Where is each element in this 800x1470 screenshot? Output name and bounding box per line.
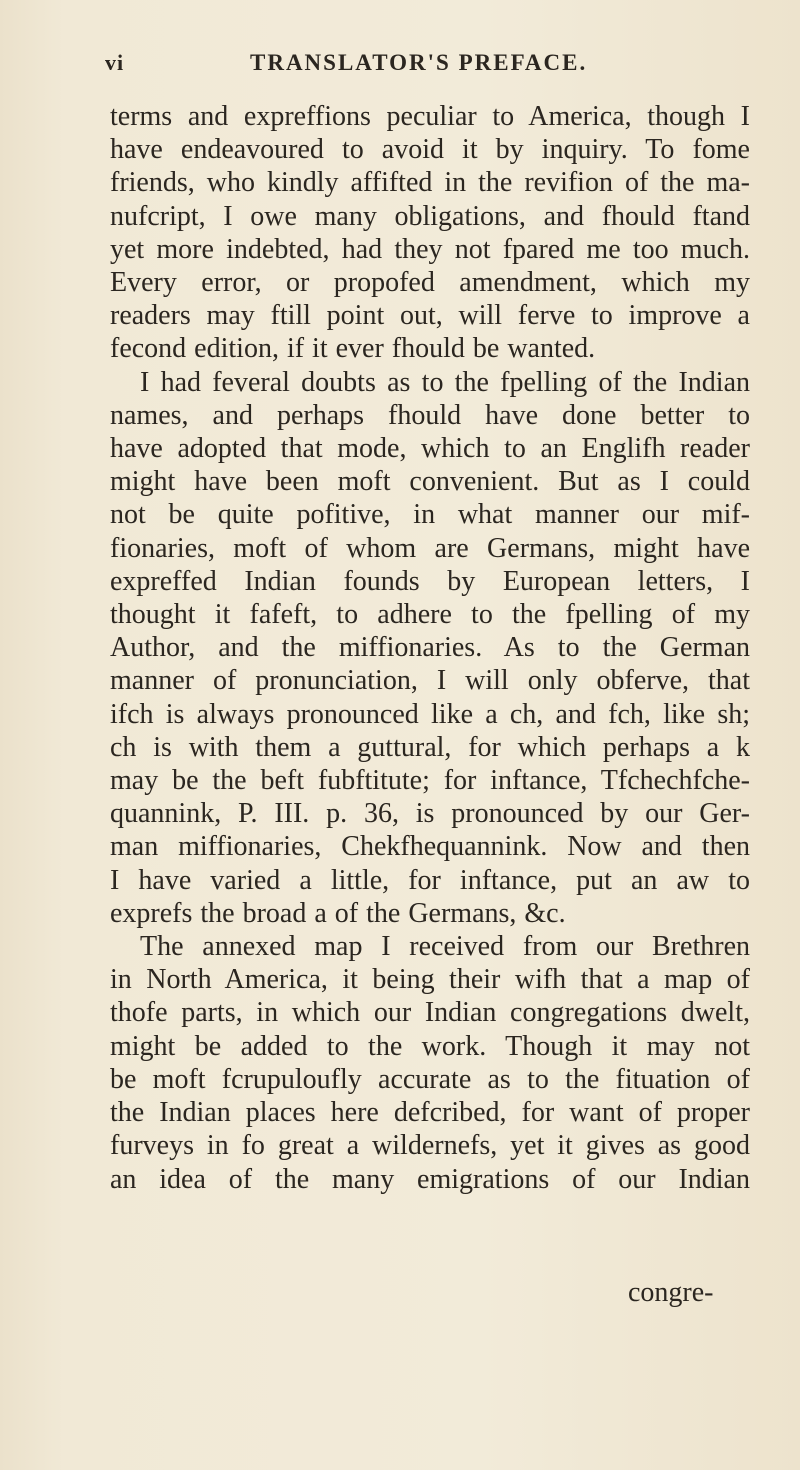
text-line: an idea of the many emigrations of our Indian (110, 1163, 750, 1195)
text-line: in North America, it being their wifh that a map of (110, 964, 750, 996)
text-line: might have been moft convenient. But as I could (110, 466, 750, 498)
text-line: fionaries, moft of whom are Germans, might have (110, 532, 750, 564)
text-line: may be the beft fubftitute; for inftance, Tfchechfche- (110, 765, 750, 797)
text-line: names, and perhaps fhould have done better to (110, 399, 750, 431)
page-header (105, 50, 745, 90)
text-line: The annexed map I received from our Brethren (140, 931, 750, 963)
text-line: have endeavoured to avoid it by inquiry. To fome (110, 134, 750, 166)
text-line: friends, who kindly affifted in the revifion of the ma- (110, 167, 750, 199)
body-text (110, 100, 750, 1196)
text-line: might be added to the work. Though it may not (110, 1030, 750, 1062)
text-line: manner of pronunciation, I will only obferve, that (110, 665, 750, 697)
text-line: nufcript, I owe many obligations, and fhould ftand (110, 200, 750, 232)
text-line: thofe parts, in which our Indian congregations dwelt, (110, 997, 750, 1029)
text-line: terms and expreffions peculiar to America, though I (110, 101, 750, 132)
text-line: I had feveral doubts as to the fpelling of the Indian (140, 366, 750, 398)
page-number: vi (105, 50, 125, 75)
catchword: congre- (628, 1277, 714, 1308)
text-line: be moft fcrupuloufly accurate as to the fituation of (110, 1063, 750, 1095)
text-line: ifch is always pronounced like a ch, and fch, like sh; (110, 698, 750, 730)
text-line: yet more indebted, had they not fpared me too much. (110, 233, 750, 265)
text-line: fecond edition, if it ever fhould be wanted. (110, 333, 596, 365)
text-line: the Indian places here defcribed, for want of proper (110, 1097, 750, 1129)
text-line: thought it fafeft, to adhere to the fpelling of my (110, 599, 750, 631)
text-line: readers may ftill point out, will ferve to improve a (110, 300, 750, 332)
text-line: Author, and the miffionaries. As to the German (110, 632, 750, 664)
text-line: furveys in fo great a wildernefs, yet it gives as good (110, 1130, 750, 1162)
text-line: have adopted that mode, which to an Englifh reader (110, 433, 750, 465)
text-line: expreffed Indian founds by European letters, I (110, 565, 750, 597)
running-head: TRANSLATOR'S PREFACE. (250, 50, 588, 75)
text-line: I have varied a little, for inftance, put an aw to (110, 864, 750, 896)
text-line: man miffionaries, Chekfhequannink. Now and then (110, 831, 750, 863)
text-line: not be quite pofitive, in what manner our mif- (110, 499, 750, 531)
text-line: exprefs the broad a of the Germans, &c. (110, 897, 566, 929)
text-line: ch is with them a guttural, for which perhaps a k (110, 731, 750, 763)
text-line: quannink, P. III. p. 36, is pronounced by our Ger- (110, 798, 750, 830)
text-line: Every error, or propofed amendment, which my (110, 267, 750, 299)
